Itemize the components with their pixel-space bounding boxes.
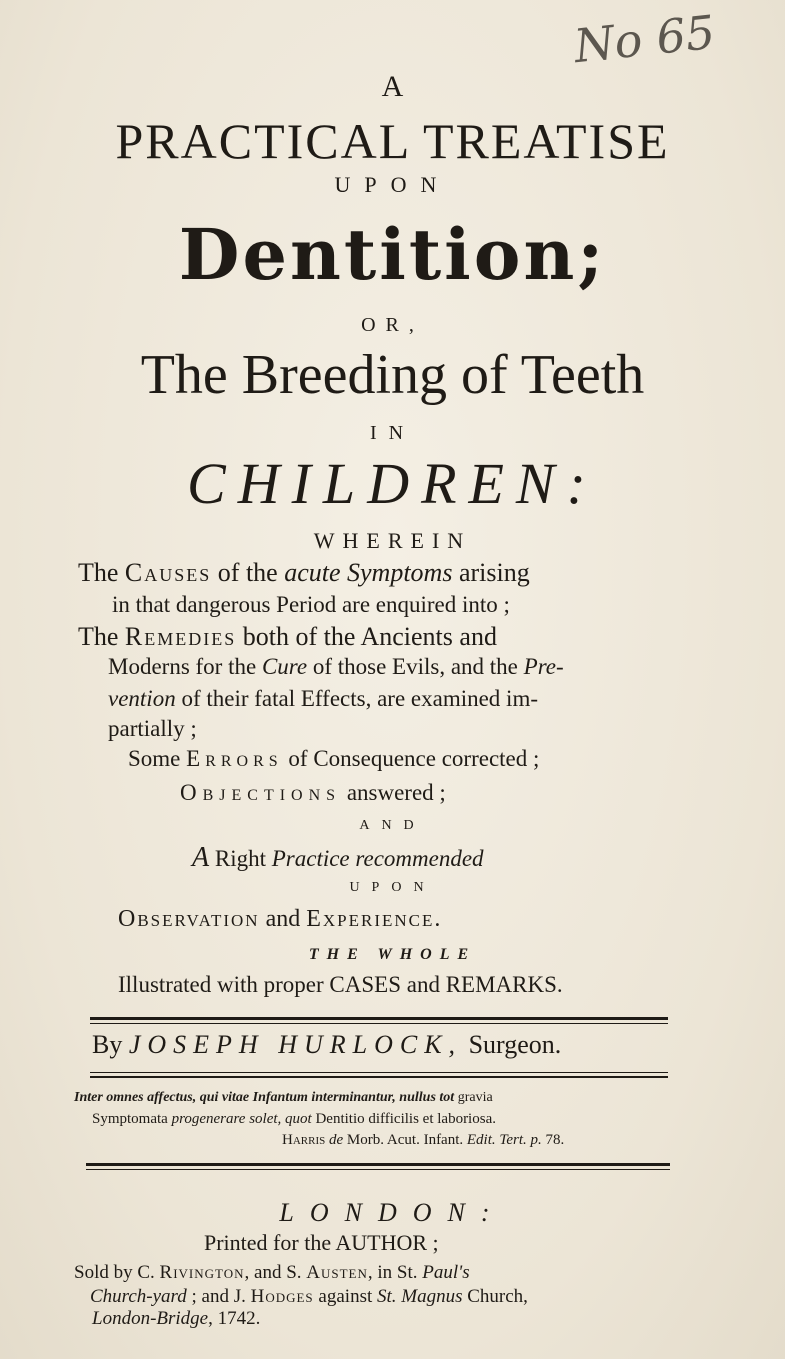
rule-lower-thick	[86, 1163, 670, 1166]
wherein-and: AND	[359, 818, 426, 833]
epigraph-line-3: Harris de Morb. Acut. Infant. Edit. Tert. p. 78.	[282, 1132, 565, 1148]
title-practical-treatise: PRACTICAL TREATISE	[115, 113, 670, 169]
manuscript-mark: No 65	[571, 4, 718, 74]
author-line: By JOSEPH HURLOCK, Surgeon.	[92, 1030, 562, 1059]
wherein-the-whole: THE WHOLE	[308, 946, 477, 963]
imprint-printed: Printed for the AUTHOR ;	[204, 1230, 439, 1255]
wherein-line-2: in that dangerous Period are enquired into ;	[112, 592, 510, 617]
wherein-line-10: Observation and Experience.	[118, 906, 443, 932]
wherein-line-5: vention of their fatal Effects, are examined im-	[108, 686, 538, 711]
wherein-line-9: A Right Practice recommended	[192, 842, 484, 873]
wherein-line-11: Illustrated with proper CASES and REMARKS.	[118, 972, 563, 997]
rule-mid-thin	[90, 1072, 668, 1073]
wherein-line-6: partially ;	[108, 716, 197, 741]
wherein-line-4: Moderns for the Cure of those Evils, and the Pre-	[108, 654, 564, 679]
imprint-line-2: Church-yard ; and J. Hodges against St. Magnus Church,	[90, 1286, 528, 1307]
wherein-line-8: Objections answered ;	[180, 780, 446, 805]
wherein-heading: WHEREIN	[313, 528, 472, 553]
rule-mid-thick	[90, 1076, 668, 1078]
title-article: A	[381, 70, 404, 103]
wherein-line-1: The Causes of the acute Symptoms arising	[78, 558, 530, 587]
epigraph-line-2: Symptomata progenerare solet, quot Dentitio difficilis et laboriosa.	[92, 1111, 496, 1127]
imprint-line-1: Sold by C. Rivington, and S. Austen, in St. Paul's	[74, 1262, 470, 1283]
rule-upper-thick	[90, 1017, 668, 1020]
wherein-line-7: Some Errors of Consequence corrected ;	[128, 746, 540, 771]
imprint-line-3: London-Bridge, 1742.	[92, 1308, 261, 1329]
wherein-upon: UPON	[349, 880, 436, 895]
rule-lower-thin	[86, 1169, 670, 1170]
title-or: OR,	[361, 314, 424, 336]
title-dentition: Dentition;	[178, 213, 607, 296]
imprint-london: LONDON:	[279, 1198, 506, 1227]
rule-upper-thin	[90, 1023, 668, 1024]
wherein-line-3: The Remedies both of the Ancients and	[78, 622, 497, 651]
title-breeding-of-teeth: The Breeding of Teeth	[140, 344, 645, 406]
title-children: CHILDREN:	[187, 451, 598, 516]
title-upon: UPON	[334, 172, 451, 197]
title-in: IN	[369, 422, 416, 444]
epigraph-line-1: Inter omnes affectus, qui vitae Infantum interminantur, nullus tot gravia	[74, 1090, 493, 1105]
